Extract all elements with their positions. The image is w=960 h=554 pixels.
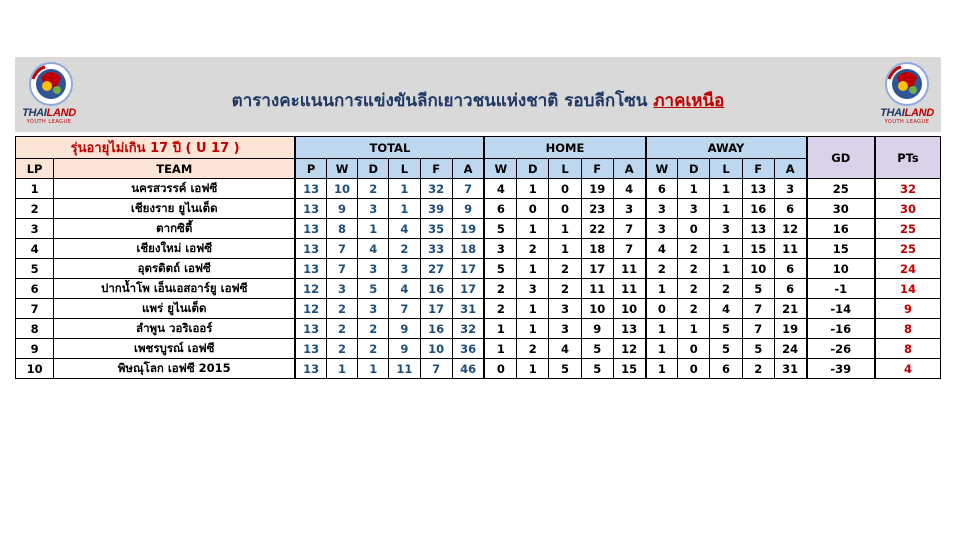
home-stat-cell: 3 bbox=[484, 239, 516, 259]
away-stat-cell: 3 bbox=[646, 199, 678, 219]
total-stat-cell: 13 bbox=[295, 339, 326, 359]
away-stat-cell: 4 bbox=[710, 299, 742, 319]
away-stat-cell: 13 bbox=[742, 179, 774, 199]
logo-subtitle: YOUTH LEAGUE bbox=[26, 119, 72, 125]
away-stat-cell: 2 bbox=[678, 299, 710, 319]
rank-cell: 2 bbox=[16, 199, 54, 219]
away-stat-cell: 3 bbox=[774, 179, 806, 199]
logo-wordmark: THAILAND bbox=[22, 107, 76, 119]
column-header: L bbox=[710, 159, 742, 179]
rank-cell: 5 bbox=[16, 259, 54, 279]
logo-wordmark: THAILAND bbox=[880, 107, 934, 119]
goal-difference-cell: 25 bbox=[807, 179, 875, 199]
home-stat-cell: 1 bbox=[517, 319, 549, 339]
column-header: F bbox=[581, 159, 613, 179]
away-stat-cell: 1 bbox=[646, 279, 678, 299]
rank-cell: 6 bbox=[16, 279, 54, 299]
away-stat-cell: 1 bbox=[678, 319, 710, 339]
column-header: A bbox=[452, 159, 484, 179]
title-text: ตารางคะแนนการแข่งขันลีกเยาวชนแห่งชาติ รอบลีกโซน bbox=[231, 91, 648, 111]
column-header-gd: GD bbox=[807, 137, 875, 179]
home-stat-cell: 1 bbox=[517, 179, 549, 199]
total-stat-cell: 2 bbox=[358, 319, 389, 339]
home-stat-cell: 2 bbox=[484, 279, 516, 299]
home-stat-cell: 3 bbox=[613, 199, 645, 219]
points-cell: 25 bbox=[875, 219, 941, 239]
home-stat-cell: 1 bbox=[517, 259, 549, 279]
table-row bbox=[16, 359, 941, 379]
home-stat-cell: 7 bbox=[613, 219, 645, 239]
away-stat-cell: 2 bbox=[742, 359, 774, 379]
total-stat-cell: 16 bbox=[420, 319, 452, 339]
home-stat-cell: 9 bbox=[581, 319, 613, 339]
total-stat-cell: 2 bbox=[326, 319, 357, 339]
goal-difference-cell: -26 bbox=[807, 339, 875, 359]
away-stat-cell: 0 bbox=[646, 299, 678, 319]
away-stat-cell: 0 bbox=[678, 359, 710, 379]
total-stat-cell: 9 bbox=[326, 199, 357, 219]
total-stat-cell: 16 bbox=[420, 279, 452, 299]
column-header: L bbox=[389, 159, 420, 179]
points-cell: 4 bbox=[875, 359, 941, 379]
total-stat-cell: 4 bbox=[389, 219, 420, 239]
away-stat-cell: 2 bbox=[678, 279, 710, 299]
home-stat-cell: 1 bbox=[484, 339, 516, 359]
column-header: D bbox=[678, 159, 710, 179]
total-stat-cell: 3 bbox=[326, 279, 357, 299]
total-stat-cell: 12 bbox=[295, 299, 326, 319]
column-header: W bbox=[646, 159, 678, 179]
total-stat-cell: 8 bbox=[326, 219, 357, 239]
goal-difference-cell: -39 bbox=[807, 359, 875, 379]
group-header-row bbox=[16, 137, 941, 159]
total-stat-cell: 9 bbox=[452, 199, 484, 219]
header-banner bbox=[15, 57, 941, 132]
away-stat-cell: 1 bbox=[646, 339, 678, 359]
home-stat-cell: 3 bbox=[517, 279, 549, 299]
away-stat-cell: 4 bbox=[646, 239, 678, 259]
total-stat-cell: 32 bbox=[420, 179, 452, 199]
total-stat-cell: 11 bbox=[389, 359, 420, 379]
away-stat-cell: 1 bbox=[710, 239, 742, 259]
soccer-ball-icon bbox=[875, 59, 939, 107]
home-stat-cell: 11 bbox=[581, 279, 613, 299]
column-header: F bbox=[420, 159, 452, 179]
total-stat-cell: 27 bbox=[420, 259, 452, 279]
away-stat-cell: 31 bbox=[774, 359, 806, 379]
total-stat-cell: 7 bbox=[326, 259, 357, 279]
thailand-youth-league-logo-right bbox=[875, 59, 939, 129]
home-stat-cell: 2 bbox=[549, 279, 581, 299]
team-name-cell: เชียงราย ยูไนเต็ด bbox=[54, 199, 296, 219]
team-name-cell: เพชรบูรณ์ เอฟซี bbox=[54, 339, 296, 359]
total-stat-cell: 1 bbox=[389, 179, 420, 199]
goal-difference-cell: 15 bbox=[807, 239, 875, 259]
home-stat-cell: 2 bbox=[484, 299, 516, 319]
away-stat-cell: 13 bbox=[742, 219, 774, 239]
total-stat-cell: 2 bbox=[358, 339, 389, 359]
total-stat-cell: 3 bbox=[358, 259, 389, 279]
points-cell: 14 bbox=[875, 279, 941, 299]
rank-cell: 1 bbox=[16, 179, 54, 199]
away-stat-cell: 1 bbox=[710, 199, 742, 219]
total-stat-cell: 36 bbox=[452, 339, 484, 359]
column-header-lp: LP bbox=[16, 159, 54, 179]
away-stat-cell: 1 bbox=[710, 259, 742, 279]
points-cell: 8 bbox=[875, 339, 941, 359]
total-stat-cell: 35 bbox=[420, 219, 452, 239]
table-row bbox=[16, 299, 941, 319]
table-row bbox=[16, 259, 941, 279]
home-stat-cell: 6 bbox=[484, 199, 516, 219]
home-stat-cell: 5 bbox=[581, 339, 613, 359]
points-cell: 24 bbox=[875, 259, 941, 279]
home-stat-cell: 11 bbox=[613, 279, 645, 299]
away-stat-cell: 6 bbox=[646, 179, 678, 199]
column-header-pts: PTs bbox=[875, 137, 941, 179]
away-stat-cell: 24 bbox=[774, 339, 806, 359]
home-stat-cell: 15 bbox=[613, 359, 645, 379]
away-stat-cell: 2 bbox=[646, 259, 678, 279]
away-stat-cell: 6 bbox=[774, 279, 806, 299]
total-stat-cell: 33 bbox=[420, 239, 452, 259]
away-stat-cell: 6 bbox=[710, 359, 742, 379]
away-stat-cell: 10 bbox=[742, 259, 774, 279]
home-stat-cell: 10 bbox=[581, 299, 613, 319]
total-stat-cell: 2 bbox=[326, 339, 357, 359]
home-stat-cell: 5 bbox=[549, 359, 581, 379]
goal-difference-cell: -1 bbox=[807, 279, 875, 299]
total-stat-cell: 13 bbox=[295, 259, 326, 279]
title-region: ภาคเหนือ bbox=[653, 91, 725, 111]
rank-cell: 8 bbox=[16, 319, 54, 339]
total-stat-cell: 9 bbox=[389, 339, 420, 359]
goal-difference-cell: 30 bbox=[807, 199, 875, 219]
total-stat-cell: 4 bbox=[358, 239, 389, 259]
home-stat-cell: 0 bbox=[549, 179, 581, 199]
home-stat-cell: 0 bbox=[484, 359, 516, 379]
age-group-label: รุ่นอายุไม่เกิน 17 ปี ( U 17 ) bbox=[16, 137, 296, 159]
points-cell: 32 bbox=[875, 179, 941, 199]
goal-difference-cell: -16 bbox=[807, 319, 875, 339]
home-stat-cell: 2 bbox=[517, 339, 549, 359]
total-stat-cell: 18 bbox=[452, 239, 484, 259]
table-row bbox=[16, 279, 941, 299]
total-stat-cell: 13 bbox=[295, 239, 326, 259]
total-stat-cell: 7 bbox=[326, 239, 357, 259]
total-stat-cell: 1 bbox=[389, 199, 420, 219]
points-cell: 25 bbox=[875, 239, 941, 259]
home-stat-cell: 1 bbox=[549, 219, 581, 239]
away-stat-cell: 0 bbox=[678, 219, 710, 239]
total-stat-cell: 17 bbox=[452, 279, 484, 299]
away-stat-cell: 16 bbox=[742, 199, 774, 219]
column-header-row bbox=[16, 159, 941, 179]
home-stat-cell: 3 bbox=[549, 319, 581, 339]
team-name-cell: อุตรดิตถ์ เอฟซี bbox=[54, 259, 296, 279]
home-stat-cell: 17 bbox=[581, 259, 613, 279]
home-stat-cell: 13 bbox=[613, 319, 645, 339]
total-stat-cell: 3 bbox=[389, 259, 420, 279]
standings-table bbox=[15, 136, 941, 379]
away-stat-cell: 5 bbox=[742, 339, 774, 359]
away-stat-cell: 12 bbox=[774, 219, 806, 239]
group-total: TOTAL bbox=[295, 137, 484, 159]
total-stat-cell: 39 bbox=[420, 199, 452, 219]
team-name-cell: เชียงใหม่ เอฟซี bbox=[54, 239, 296, 259]
home-stat-cell: 11 bbox=[613, 259, 645, 279]
home-stat-cell: 2 bbox=[549, 259, 581, 279]
total-stat-cell: 13 bbox=[295, 319, 326, 339]
away-stat-cell: 21 bbox=[774, 299, 806, 319]
group-home: HOME bbox=[484, 137, 645, 159]
column-header: W bbox=[326, 159, 357, 179]
total-stat-cell: 46 bbox=[452, 359, 484, 379]
home-stat-cell: 1 bbox=[517, 359, 549, 379]
away-stat-cell: 3 bbox=[678, 199, 710, 219]
total-stat-cell: 1 bbox=[326, 359, 357, 379]
table-row bbox=[16, 179, 941, 199]
column-header: F bbox=[742, 159, 774, 179]
points-cell: 8 bbox=[875, 319, 941, 339]
column-header: A bbox=[774, 159, 806, 179]
logo-subtitle: YOUTH LEAGUE bbox=[884, 119, 930, 125]
away-stat-cell: 2 bbox=[678, 239, 710, 259]
table-row bbox=[16, 219, 941, 239]
away-stat-cell: 11 bbox=[774, 239, 806, 259]
goal-difference-cell: 10 bbox=[807, 259, 875, 279]
team-name-cell: ลำพูน วอริเออร์ bbox=[54, 319, 296, 339]
total-stat-cell: 32 bbox=[452, 319, 484, 339]
total-stat-cell: 17 bbox=[420, 299, 452, 319]
home-stat-cell: 23 bbox=[581, 199, 613, 219]
total-stat-cell: 9 bbox=[389, 319, 420, 339]
team-name-cell: นครสวรรค์ เอฟซี bbox=[54, 179, 296, 199]
away-stat-cell: 19 bbox=[774, 319, 806, 339]
away-stat-cell: 1 bbox=[646, 359, 678, 379]
column-header-team: TEAM bbox=[54, 159, 296, 179]
away-stat-cell: 6 bbox=[774, 199, 806, 219]
column-header: A bbox=[613, 159, 645, 179]
away-stat-cell: 5 bbox=[710, 339, 742, 359]
table-row bbox=[16, 339, 941, 359]
away-stat-cell: 0 bbox=[678, 339, 710, 359]
away-stat-cell: 5 bbox=[710, 319, 742, 339]
total-stat-cell: 4 bbox=[389, 279, 420, 299]
home-stat-cell: 18 bbox=[581, 239, 613, 259]
total-stat-cell: 3 bbox=[358, 199, 389, 219]
total-stat-cell: 2 bbox=[326, 299, 357, 319]
total-stat-cell: 10 bbox=[420, 339, 452, 359]
home-stat-cell: 4 bbox=[484, 179, 516, 199]
total-stat-cell: 13 bbox=[295, 199, 326, 219]
team-name-cell: ปากน้ำโพ เอ็นเอสอาร์ยู เอฟซี bbox=[54, 279, 296, 299]
total-stat-cell: 2 bbox=[358, 179, 389, 199]
total-stat-cell: 7 bbox=[452, 179, 484, 199]
total-stat-cell: 7 bbox=[389, 299, 420, 319]
total-stat-cell: 12 bbox=[295, 279, 326, 299]
points-cell: 30 bbox=[875, 199, 941, 219]
rank-cell: 9 bbox=[16, 339, 54, 359]
away-stat-cell: 6 bbox=[774, 259, 806, 279]
table-row bbox=[16, 319, 941, 339]
table-row bbox=[16, 239, 941, 259]
home-stat-cell: 10 bbox=[613, 299, 645, 319]
total-stat-cell: 13 bbox=[295, 179, 326, 199]
home-stat-cell: 5 bbox=[484, 219, 516, 239]
column-header: W bbox=[484, 159, 516, 179]
column-header: P bbox=[295, 159, 326, 179]
rank-cell: 10 bbox=[16, 359, 54, 379]
away-stat-cell: 15 bbox=[742, 239, 774, 259]
total-stat-cell: 31 bbox=[452, 299, 484, 319]
table-row bbox=[16, 199, 941, 219]
total-stat-cell: 5 bbox=[358, 279, 389, 299]
away-stat-cell: 2 bbox=[678, 259, 710, 279]
column-header: D bbox=[517, 159, 549, 179]
home-stat-cell: 1 bbox=[484, 319, 516, 339]
goal-difference-cell: -14 bbox=[807, 299, 875, 319]
home-stat-cell: 1 bbox=[517, 299, 549, 319]
total-stat-cell: 10 bbox=[326, 179, 357, 199]
away-stat-cell: 7 bbox=[742, 299, 774, 319]
group-away: AWAY bbox=[646, 137, 807, 159]
total-stat-cell: 13 bbox=[295, 359, 326, 379]
away-stat-cell: 3 bbox=[646, 219, 678, 239]
home-stat-cell: 5 bbox=[581, 359, 613, 379]
page-title bbox=[15, 87, 941, 114]
total-stat-cell: 1 bbox=[358, 359, 389, 379]
column-header: D bbox=[358, 159, 389, 179]
rank-cell: 3 bbox=[16, 219, 54, 239]
column-header: L bbox=[549, 159, 581, 179]
away-stat-cell: 1 bbox=[678, 179, 710, 199]
away-stat-cell: 1 bbox=[646, 319, 678, 339]
total-stat-cell: 1 bbox=[358, 219, 389, 239]
total-stat-cell: 3 bbox=[358, 299, 389, 319]
rank-cell: 7 bbox=[16, 299, 54, 319]
home-stat-cell: 1 bbox=[517, 219, 549, 239]
total-stat-cell: 2 bbox=[389, 239, 420, 259]
points-cell: 9 bbox=[875, 299, 941, 319]
total-stat-cell: 7 bbox=[420, 359, 452, 379]
home-stat-cell: 22 bbox=[581, 219, 613, 239]
away-stat-cell: 5 bbox=[742, 279, 774, 299]
home-stat-cell: 2 bbox=[517, 239, 549, 259]
home-stat-cell: 0 bbox=[517, 199, 549, 219]
home-stat-cell: 4 bbox=[613, 179, 645, 199]
home-stat-cell: 12 bbox=[613, 339, 645, 359]
home-stat-cell: 1 bbox=[549, 239, 581, 259]
team-name-cell: พิษณุโลก เอฟซี 2015 bbox=[54, 359, 296, 379]
total-stat-cell: 19 bbox=[452, 219, 484, 239]
team-name-cell: แพร่ ยูไนเต็ด bbox=[54, 299, 296, 319]
home-stat-cell: 7 bbox=[613, 239, 645, 259]
away-stat-cell: 7 bbox=[742, 319, 774, 339]
home-stat-cell: 5 bbox=[484, 259, 516, 279]
home-stat-cell: 4 bbox=[549, 339, 581, 359]
home-stat-cell: 0 bbox=[549, 199, 581, 219]
total-stat-cell: 17 bbox=[452, 259, 484, 279]
rank-cell: 4 bbox=[16, 239, 54, 259]
away-stat-cell: 2 bbox=[710, 279, 742, 299]
total-stat-cell: 13 bbox=[295, 219, 326, 239]
team-name-cell: ตากซิตี้ bbox=[54, 219, 296, 239]
home-stat-cell: 3 bbox=[549, 299, 581, 319]
away-stat-cell: 3 bbox=[710, 219, 742, 239]
goal-difference-cell: 16 bbox=[807, 219, 875, 239]
home-stat-cell: 19 bbox=[581, 179, 613, 199]
away-stat-cell: 1 bbox=[710, 179, 742, 199]
